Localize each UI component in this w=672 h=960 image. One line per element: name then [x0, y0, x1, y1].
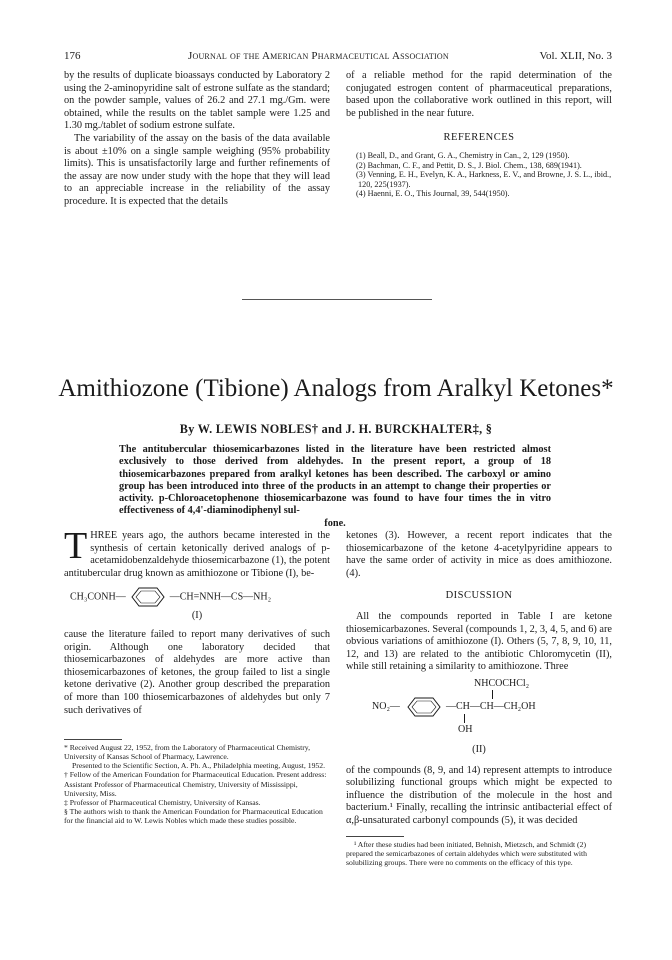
footnote-rule: [64, 739, 122, 740]
benzene-ring-icon: [126, 586, 170, 608]
running-header: [64, 50, 612, 66]
journal-name: Journal of the American Pharmaceutical Association: [188, 50, 449, 62]
formula-left-group: NO₂—: [372, 700, 400, 712]
discussion-heading: DISCUSSION: [445, 590, 513, 602]
reference-item: (1) Beall, D., and Grant, G. A., Chemistry in Can., 2, 129 (1950).: [356, 150, 570, 160]
formula-left-group: CH₃CONH—: [70, 591, 126, 603]
references-heading: REFERENCES: [443, 132, 515, 144]
paragraph: The variability of the assay on the basis of the data available is about ±10% on a single sample weighing (95% probability limits). This is unsatisfactorily large and further refinements of the assay are now under study with the hope that they will lead to an appreciable increase in the reliability of the assay procedure. It is expected that the details: [64, 132, 330, 207]
footnote: ‡ Professor of Pharmaceutical Chemistry, University of Kansas.: [64, 797, 261, 807]
paragraph: All the compounds reported in Table I are ketone thiosemicarbazones. Several (compounds 1, 2, 3, 4, 5, and 6) are obvious variations of amithiozone (I). Others (5, 7, 8, 9, 10, 11, 12, and 13) are related to the antibiotic Chloromycetin (II), while still retaining a similarity to amithiozone. Three: [346, 610, 612, 673]
formula-substituent: NHCOCHCl₂: [474, 677, 530, 689]
right-body-column: [346, 530, 612, 867]
formula-label: (I): [191, 610, 203, 622]
footnote: † Fellow of the American Foundation for Pharmaceutical Education. Present address: Assistant Professor of Pharmaceutical Chemistry, University of Mississippi, University, Miss.: [64, 770, 327, 798]
formula-hydroxyl: OH: [458, 723, 473, 735]
reference-item: (2) Bachman, C. F., and Pettit, D. S., J. Biol. Chem., 138, 689(1941).: [356, 160, 582, 170]
paragraph: ketones (3). However, a recent report indicates that the thiosemicarbazone of the ketone 4-acetylpyridine appears to have the same order of activity in mice as does amithiozone. (4).: [346, 530, 612, 579]
footnote: § The authors wish to thank the American Foundation for Pharmaceutical Education for the financial aid to W. Lewis Nobles which made these studies possible.: [64, 806, 323, 825]
formula-chain: —CH—CH—CH₂OH: [446, 700, 536, 712]
formula-bond: [492, 690, 493, 699]
volume-issue: Vol. XLII, No. 3: [539, 50, 612, 62]
paragraph: of the compounds (8, 9, and 14) represent attempts to introduce solubilizing functional groups which might be expected to influence the distribution of the molecule in the host and bacterium.¹ Finally, recalling the intrinsic antibacterial effect of α,β-unsaturated carbonyl compounds (5), it was decided: [346, 764, 612, 826]
paragraph: cause the literature failed to report many derivatives of such origin. Although one laboratory decided that thiosemicarbazones of aldehydes are more active than thiosemicarbazones of ketones, the group failed to list a single ketone derivative (2). Another group described the preparation of more than 100 thiosemicarbazones of aldehydes but only 7 such derivatives of: [64, 628, 330, 716]
benzene-ring-icon: [402, 696, 446, 718]
reference-item: (3) Venning, E. H., Evelyn, K. A., Harkness, E. V., and Browne, J. S. L., ibid., 120, 225(1937).: [356, 170, 612, 189]
paragraph: of a reliable method for the rapid determination of the conjugated estrogen content of pharmaceutical preparations, based upon the collaborative work outlined in this report, will be published in the near future.: [346, 70, 612, 119]
intro-text: years ago, the authors became interested in the synthesis of certain ketonically derived analogs of p-acetamidobenzaldehyde thiosemicarbazone (1), the potent antitubercular drug known as amithiozone or Tibione (I), be-: [64, 530, 330, 579]
footnote: Presented to the Scientific Section, A. Ph. A., Philadelphia meeting, August, 1952.: [72, 761, 326, 771]
section-divider: [242, 299, 432, 300]
formula-bond: [464, 714, 465, 723]
left-body-column: [64, 525, 330, 825]
structure-formula-I: [70, 586, 330, 608]
top-left-column: [64, 70, 330, 209]
author-byline: By W. LEWIS NOBLES† and J. H. BURCKHALTER‡, §: [179, 422, 493, 436]
article-title: Amithiozone (Tibione) Analogs from Aralkyl Ketones*: [58, 375, 614, 402]
reference-item: (4) Haenni, E. O., This Journal, 39, 544(1950).: [356, 189, 510, 199]
abstract-text: The antitubercular thiosemicarbazones listed in the literature have been restricted almost exclusively to those derived from aldehydes. In the present report, a group of 18 thiosemicarbazones prepared from aralkyl ketones has been described. The carboxyl or amino group has been introduced into three of the products in an attempt to change their properties or activity. p-Chloroacetophenone thiosemicarbazone was found to have four times the in vitro effectiveness of 4,4'-diaminodiphenyl sul-: [119, 444, 551, 517]
abstract-text-end: fone.: [324, 517, 346, 529]
footnote: * Received August 22, 1952, from the Laboratory of Pharmaceutical Chemistry, University of Kansas School of Pharmacy, Lawrence.: [64, 743, 311, 762]
formula-right-group: —CH=NNH—CS—NH₂: [169, 591, 272, 603]
page-number: 176: [64, 50, 81, 62]
formula-label: (II): [472, 743, 486, 755]
drop-cap: T: [64, 525, 88, 567]
top-right-column: [346, 70, 612, 199]
footnote-rule: [346, 836, 404, 837]
intro-paragraph: [64, 525, 330, 580]
paragraph: by the results of duplicate bioassays conducted by Laboratory 2 using the 2-aminopyridine salt of estrone sulfate as the standard; on the powder sample, values of 26.2 and 27.1 mg./Gm. were obtained, while the results on the tablet sample were 1.25 and 1.30 mg./tablet of sodium estrone sulfate.: [64, 70, 330, 132]
structure-formula-II: [346, 678, 612, 742]
abstract: [119, 444, 551, 530]
intro-small-caps: HREE: [90, 530, 118, 541]
footnote: ¹ After these studies had been initiated, Behnish, Mietzsch, and Schmidt (2) prepared the semicarbazones of certain aldehydes which were substituted with solubilizing groups. There were no comments on the efficacy of this type.: [346, 839, 587, 867]
